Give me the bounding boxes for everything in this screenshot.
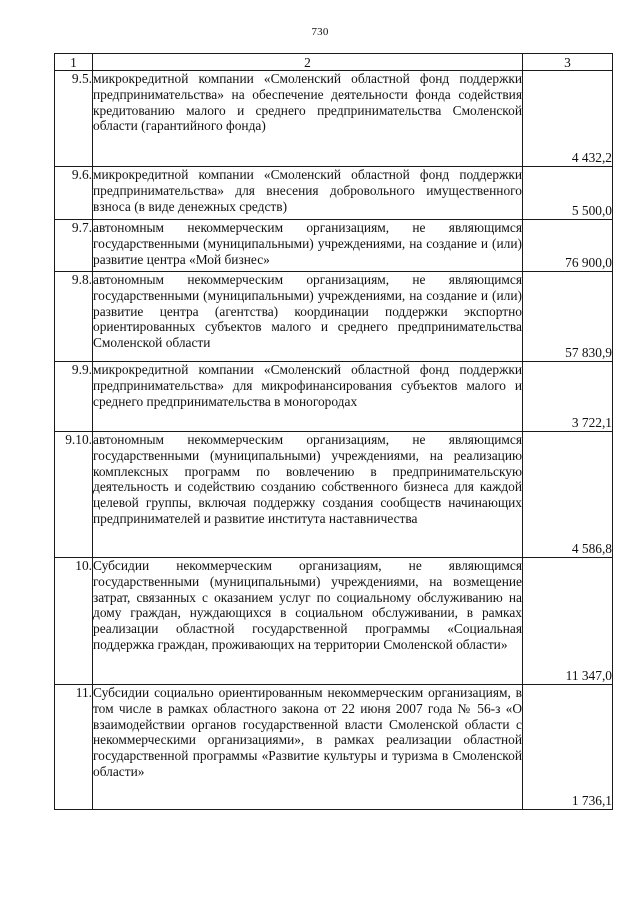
table-row: [55, 432, 613, 558]
table-row: [55, 167, 613, 220]
row-number: 9.10.: [55, 432, 93, 558]
row-description: автономным некоммерческим организациям, не являющимся государственными (муниципальными) учреждениями, на создание и (или) развитие центра «Мой бизнес»: [93, 220, 523, 272]
table-body: [55, 71, 613, 810]
table-row: [55, 272, 613, 362]
header-col-2: 2: [93, 54, 523, 71]
row-amount: 5 500,0: [523, 167, 613, 220]
table-row: [55, 71, 613, 167]
budget-table: [54, 53, 613, 810]
row-number: 11.: [55, 685, 93, 810]
row-description: микрокредитной компании «Смоленский областной фонд поддержки предпринимательства» для внесения добровольного имущественного взноса (в виде денежных средств): [93, 167, 523, 220]
row-description: автономным некоммерческим организациям, не являющимся государственными (муниципальными) учреждениями, на реализацию комплексных программ по вовлечению в предпринимательскую деятельность и содействию созданию собственного бизнеса для каждой целевой группы, включая поддержку создания сообществ начинающих предпринимателей и развитие института наставничества: [93, 432, 523, 558]
page-number: 730: [311, 26, 329, 38]
row-description: микрокредитной компании «Смоленский областной фонд поддержки предпринимательства» на обеспечение деятельности фонда содействия кредитованию малого и среднего предпринимательства Смоленской области (гарантийного фонда): [93, 71, 523, 167]
table-row: [55, 685, 613, 810]
table-header: [55, 54, 613, 71]
row-description: Субсидии социально ориентированным некоммерческим организациям, в том числе в рамках областного закона от 22 июня 2007 года № 56-з «О взаимодействии органов государственной власти Смоленской области с некоммерческими организациями», в рамках реализации областной государственной программы «Развитие культуры и туризма в Смоленской области»: [93, 685, 523, 810]
header-col-3: 3: [523, 54, 613, 71]
row-description: микрокредитной компании «Смоленский областной фонд поддержки предпринимательства» для микрофинансирования субъектов малого и среднего предпринимательства в моногородах: [93, 362, 523, 432]
row-number: 9.5.: [55, 71, 93, 167]
row-number: 9.7.: [55, 220, 93, 272]
row-amount: 76 900,0: [523, 220, 613, 272]
row-amount: 57 830,9: [523, 272, 613, 362]
row-number: 9.8.: [55, 272, 93, 362]
row-amount: 4 432,2: [523, 71, 613, 167]
row-amount: 11 347,0: [523, 558, 613, 685]
row-number: 10.: [55, 558, 93, 685]
header-col-1: 1: [55, 54, 93, 71]
row-amount: 1 736,1: [523, 685, 613, 810]
row-number: 9.9.: [55, 362, 93, 432]
row-description: автономным некоммерческим организациям, не являющимся государственными (муниципальными) учреждениями, на создание и (или) развитие центра (агентства) координации поддержки экспортно ориентированных субъектов малого и среднего предпринимательства Смоленской области: [93, 272, 523, 362]
row-amount: 3 722,1: [523, 362, 613, 432]
table-row: [55, 558, 613, 685]
table-row: [55, 362, 613, 432]
row-number: 9.6.: [55, 167, 93, 220]
header-row: [55, 54, 613, 71]
row-amount: 4 586,8: [523, 432, 613, 558]
row-description: Субсидии некоммерческим организациям, не являющимся государственными (муниципальными) учреждениями, на возмещение затрат, связанных с оказанием услуг по социальному обслуживанию на дому граждан, нуждающихся в социальном обслуживании, в рамках реализации областной государственной программы «Социальная поддержка граждан, проживающих на территории Смоленской области»: [93, 558, 523, 685]
table-row: [55, 220, 613, 272]
